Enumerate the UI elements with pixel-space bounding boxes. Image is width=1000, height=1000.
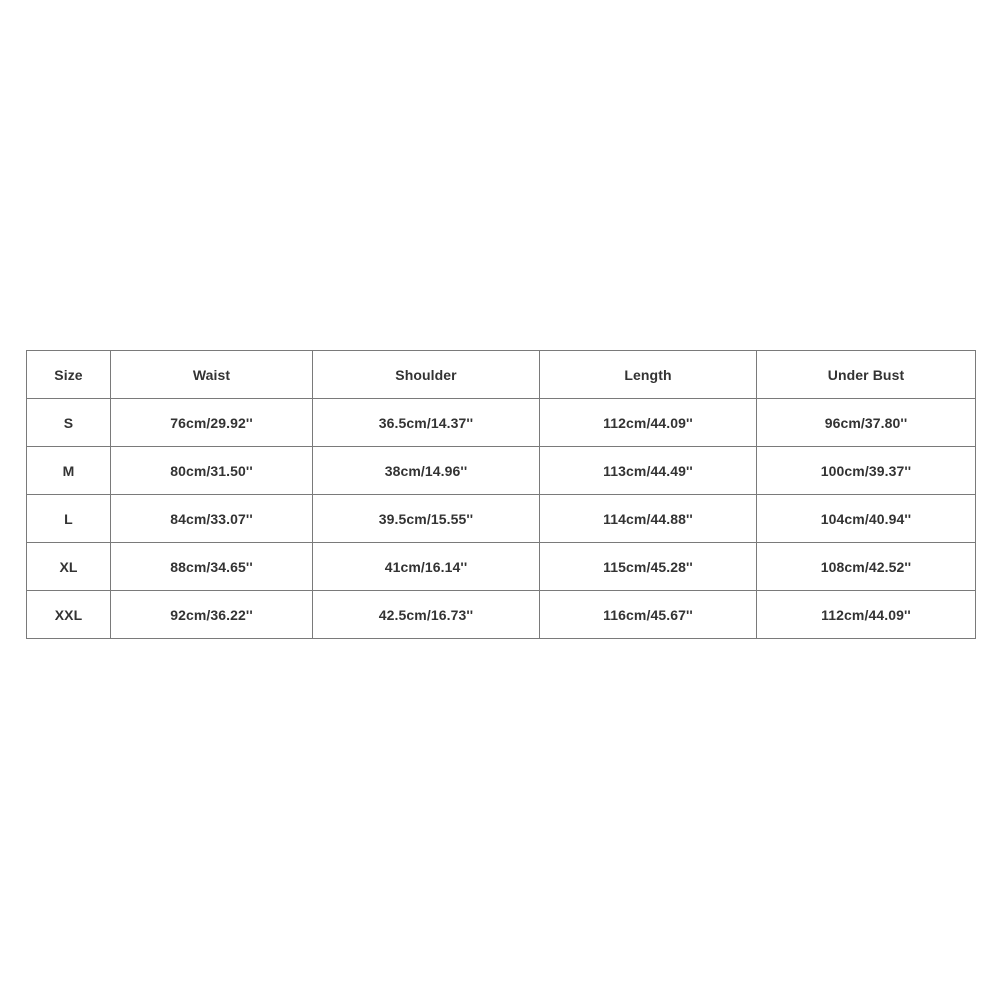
size-cell: XXL [27, 591, 111, 639]
length-cell: 112cm/44.09'' [540, 399, 757, 447]
size-chart-table [26, 350, 976, 639]
table-row [27, 543, 976, 591]
header-length: Length [540, 351, 757, 399]
length-cell: 114cm/44.88'' [540, 495, 757, 543]
shoulder-cell: 42.5cm/16.73'' [313, 591, 540, 639]
size-cell: L [27, 495, 111, 543]
under-bust-cell: 112cm/44.09'' [757, 591, 976, 639]
table-row [27, 495, 976, 543]
table-row [27, 399, 976, 447]
header-size: Size [27, 351, 111, 399]
size-cell: M [27, 447, 111, 495]
length-cell: 113cm/44.49'' [540, 447, 757, 495]
under-bust-cell: 96cm/37.80'' [757, 399, 976, 447]
waist-cell: 80cm/31.50'' [111, 447, 313, 495]
shoulder-cell: 39.5cm/15.55'' [313, 495, 540, 543]
length-cell: 116cm/45.67'' [540, 591, 757, 639]
under-bust-cell: 104cm/40.94'' [757, 495, 976, 543]
table-header-row [27, 351, 976, 399]
shoulder-cell: 36.5cm/14.37'' [313, 399, 540, 447]
shoulder-cell: 41cm/16.14'' [313, 543, 540, 591]
header-under-bust: Under Bust [757, 351, 976, 399]
waist-cell: 76cm/29.92'' [111, 399, 313, 447]
size-cell: S [27, 399, 111, 447]
table-row [27, 591, 976, 639]
shoulder-cell: 38cm/14.96'' [313, 447, 540, 495]
table-row [27, 447, 976, 495]
length-cell: 115cm/45.28'' [540, 543, 757, 591]
under-bust-cell: 100cm/39.37'' [757, 447, 976, 495]
waist-cell: 84cm/33.07'' [111, 495, 313, 543]
waist-cell: 92cm/36.22'' [111, 591, 313, 639]
size-cell: XL [27, 543, 111, 591]
under-bust-cell: 108cm/42.52'' [757, 543, 976, 591]
waist-cell: 88cm/34.65'' [111, 543, 313, 591]
header-shoulder: Shoulder [313, 351, 540, 399]
header-waist: Waist [111, 351, 313, 399]
